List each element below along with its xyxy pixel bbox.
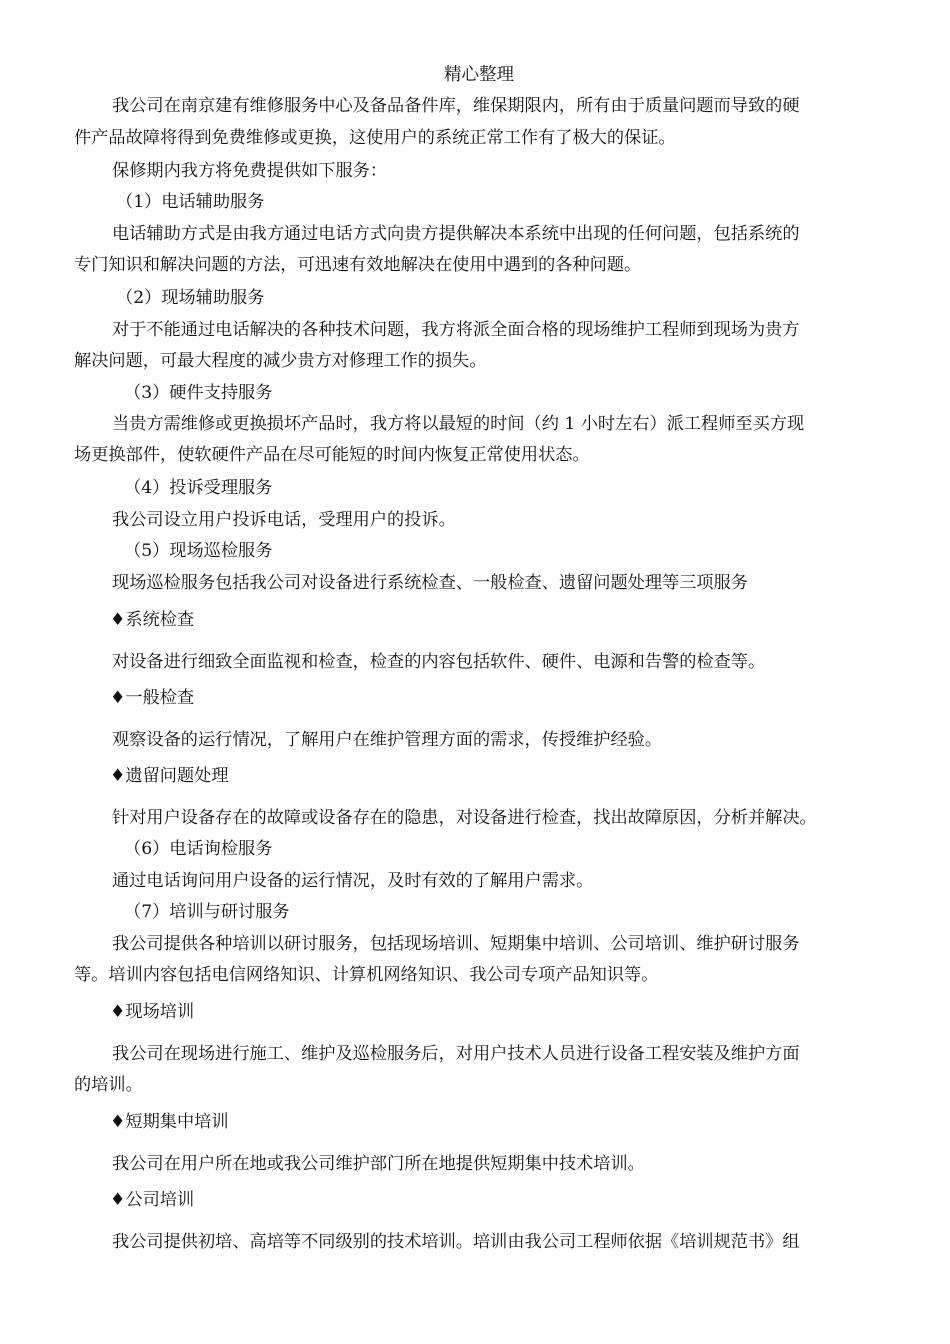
paragraph-line: 当贵方需维修或更换损坏产品时，我方将以最短的时间（约 1 小时左右）派工程师至买方现 [112,414,805,434]
bullet-heading: ♦现场培训 [110,1002,195,1022]
section-heading: （1）电话辅助服务 [116,192,265,212]
paragraph-line: 的培训。 [74,1075,143,1095]
bullet-heading: ♦遗留问题处理 [110,766,229,786]
bullet-heading: ♦系统检查 [110,610,195,630]
paragraph-line: 保修期内我方将免费提供如下服务： [112,161,388,181]
paragraph-line: 观察设备的运行情况，了解用户在维护管理方面的需求，传授维护经验。 [112,730,663,750]
bullet-heading: ♦一般检查 [110,688,195,708]
paragraph-line: 现场巡检服务包括我公司对设备进行系统检查、一般检查、遗留问题处理等三项服务 [112,573,748,593]
section-heading: （2）现场辅助服务 [116,288,265,308]
section-heading: （3）硬件支持服务 [124,383,273,403]
bullet-heading: ♦短期集中培训 [110,1112,229,1132]
section-heading: （4）投诉受理服务 [124,478,273,498]
paragraph-line: 对设备进行细致全面监视和检查，检查的内容包括软件、硬件、电源和告警的检查等。 [112,652,766,672]
section-heading: （7）培训与研讨服务 [124,902,290,922]
bullet-heading: ♦公司培训 [110,1190,195,1210]
paragraph-line: 我公司在用户所在地或我公司维护部门所在地提供短期集中技术培训。 [112,1154,645,1174]
paragraph-line: 针对用户设备存在的故障或设备存在的隐患，对设备进行检查，找出故障原因，分析并解决。 [112,808,817,828]
paragraph-line: 电话辅助方式是由我方通过电话方式向贵方提供解决本系统中出现的任何问题，包括系统的 [112,224,800,244]
paragraph-line: 件产品故障将得到免费维修或更换，这使用户的系统正常工作有了极大的保证。 [74,128,676,148]
paragraph-line: 专门知识和解决问题的方法，可迅速有效地解决在使用中遇到的各种问题。 [74,255,642,275]
paragraph-line: 解决问题，可最大程度的减少贵方对修理工作的损失。 [74,351,487,371]
paragraph-line: 通过电话询问用户设备的运行情况，及时有效的了解用户需求。 [112,871,594,891]
paragraph-line: 我公司在南京建有维修服务中心及备品备件库，维保期限内，所有由于质量问题而导致的硬 [112,96,800,116]
paragraph-line: 我公司在现场进行施工、维护及巡检服务后，对用户技术人员进行设备工程安装及维护方面 [112,1044,800,1064]
paragraph-line: 我公司提供初培、高培等不同级别的技术培训。培训由我公司工程师依据《培训规范书》组 [112,1232,800,1252]
paragraph-line: 场更换部件，使软硬件产品在尽可能短的时间内恢复正常使用状态。 [74,445,590,465]
paragraph-line: 我公司提供各种培训以研讨服务，包括现场培训、短期集中培训、公司培训、维护研讨服务 [112,934,800,954]
paragraph-line: 对于不能通过电话解决的各种技术问题，我方将派全面合格的现场维护工程师到现场为贵方 [112,320,800,340]
section-heading: （6）电话询检服务 [124,839,273,859]
section-heading: （5）现场巡检服务 [124,541,273,561]
page-title: 精心整理 [444,65,514,85]
paragraph-line: 等。培训内容包括电信网络知识、计算机网络知识、我公司专项产品知识等。 [74,965,659,985]
paragraph-line: 我公司设立用户投诉电话，受理用户的投诉。 [112,510,456,530]
